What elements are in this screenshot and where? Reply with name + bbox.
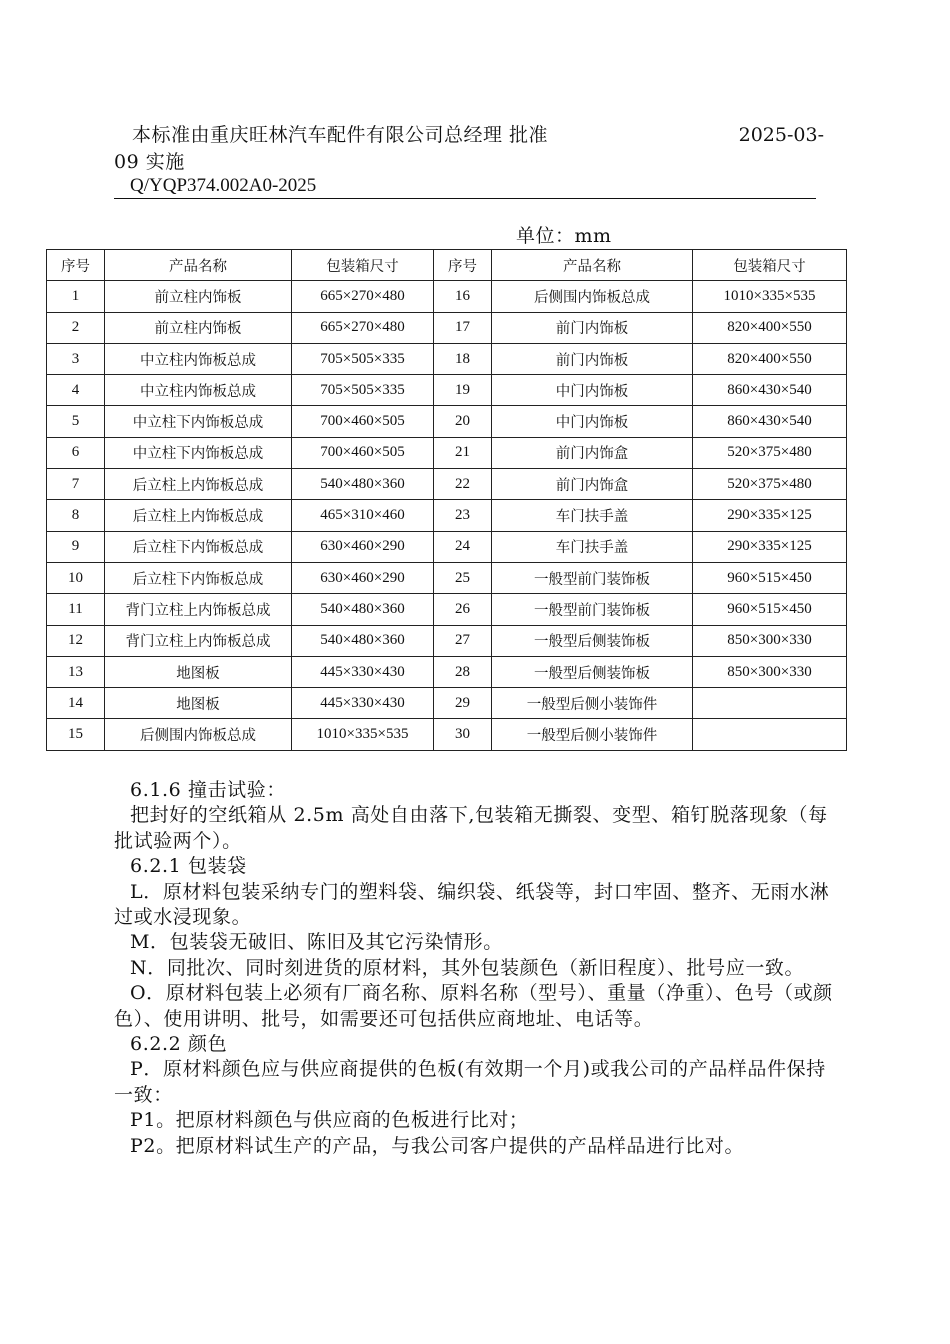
paragraph-impact-test: 把封好的空纸箱从 2.5m 高处自由落下,包装箱无撕裂、变型、箱钉脱落现象（每批试验两个）。: [114, 804, 828, 852]
cell-product-name-2: 前门内饰盒: [492, 469, 693, 500]
cell-box-size: 665×270×480: [292, 281, 434, 312]
header-no: 序号: [47, 250, 105, 281]
cell-no: 13: [47, 656, 105, 687]
standard-code: Q/YQP374.002A0-2025: [114, 174, 816, 199]
cell-box-size-2: [693, 719, 847, 750]
table-row: [47, 531, 847, 562]
cell-no: 14: [47, 688, 105, 719]
table-row: [47, 375, 847, 406]
packaging-table: [46, 249, 847, 751]
cell-box-size-2: 1010×335×535: [693, 281, 847, 312]
cell-no-2: 29: [434, 688, 492, 719]
table-row: [47, 688, 847, 719]
paragraph-item-p2: P2。把原材料试生产的产品，与我公司客户提供的产品样品进行比对。: [130, 1134, 745, 1157]
cell-no: 7: [47, 469, 105, 500]
cell-no-2: 28: [434, 656, 492, 687]
cell-box-size-2: 860×430×540: [693, 406, 847, 437]
cell-box-size-2: 820×400×550: [693, 312, 847, 343]
cell-box-size-2: 960×515×450: [693, 562, 847, 593]
cell-product-name: 前立柱内饰板: [105, 281, 292, 312]
header-product-name-2: 产品名称: [492, 250, 693, 281]
table-header-row: [47, 250, 847, 281]
cell-no-2: 18: [434, 343, 492, 374]
cell-no-2: 23: [434, 500, 492, 531]
cell-box-size: 705×505×335: [292, 343, 434, 374]
table-row: [47, 500, 847, 531]
header-product-name: 产品名称: [105, 250, 292, 281]
table-row: [47, 312, 847, 343]
cell-box-size: 1010×335×535: [292, 719, 434, 750]
cell-no-2: 19: [434, 375, 492, 406]
cell-product-name: 背门立柱上内饰板总成: [105, 594, 292, 625]
table-body: [47, 281, 847, 750]
cell-product-name: 中立柱内饰板总成: [105, 343, 292, 374]
header-box-size: 包装箱尺寸: [292, 250, 434, 281]
cell-no: 8: [47, 500, 105, 531]
cell-no-2: 26: [434, 594, 492, 625]
header-box-size-2: 包装箱尺寸: [693, 250, 847, 281]
table-row: [47, 656, 847, 687]
paragraph-item-p1: P1。把原材料颜色与供应商的色板进行比对；: [130, 1109, 529, 1132]
cell-no-2: 30: [434, 719, 492, 750]
cell-no: 3: [47, 343, 105, 374]
cell-box-size: 540×480×360: [292, 625, 434, 656]
header-no-2: 序号: [434, 250, 492, 281]
table-row: [47, 343, 847, 374]
cell-box-size-2: 290×335×125: [693, 500, 847, 531]
section-heading-impact-test: 6.1.6 撞击试验：: [130, 779, 286, 801]
cell-product-name-2: 车门扶手盖: [492, 531, 693, 562]
cell-product-name-2: 一般型后侧装饰板: [492, 625, 693, 656]
cell-box-size-2: 850×300×330: [693, 656, 847, 687]
cell-no-2: 25: [434, 562, 492, 593]
cell-product-name-2: 后侧围内饰板总成: [492, 281, 693, 312]
cell-no: 1: [47, 281, 105, 312]
cell-product-name: 中立柱内饰板总成: [105, 375, 292, 406]
table-row: [47, 594, 847, 625]
cell-product-name: 前立柱内饰板: [105, 312, 292, 343]
cell-box-size-2: 820×400×550: [693, 343, 847, 374]
cell-no: 11: [47, 594, 105, 625]
cell-box-size-2: 520×375×480: [693, 469, 847, 500]
cell-box-size: 700×460×505: [292, 406, 434, 437]
cell-no-2: 24: [434, 531, 492, 562]
cell-product-name: 后立柱上内饰板总成: [105, 500, 292, 531]
cell-product-name: 背门立柱上内饰板总成: [105, 625, 292, 656]
cell-product-name: 中立柱下内饰板总成: [105, 437, 292, 468]
cell-product-name-2: 前门内饰盒: [492, 437, 693, 468]
table-row: [47, 281, 847, 312]
cell-box-size: 665×270×480: [292, 312, 434, 343]
cell-box-size-2: 290×335×125: [693, 531, 847, 562]
cell-box-size: 700×460×505: [292, 437, 434, 468]
table-row: [47, 437, 847, 468]
cell-product-name-2: 中门内饰板: [492, 406, 693, 437]
cell-product-name-2: 车门扶手盖: [492, 500, 693, 531]
cell-product-name: 中立柱下内饰板总成: [105, 406, 292, 437]
cell-product-name: 地图板: [105, 656, 292, 687]
approval-date: 2025-03-: [738, 124, 824, 146]
cell-no: 6: [47, 437, 105, 468]
section-heading-packaging-bag: 6.2.1 包装袋: [130, 855, 247, 878]
cell-box-size: 540×480×360: [292, 594, 434, 625]
cell-product-name-2: 前门内饰板: [492, 312, 693, 343]
cell-no: 15: [47, 719, 105, 750]
cell-no: 10: [47, 562, 105, 593]
cell-product-name: 后立柱下内饰板总成: [105, 531, 292, 562]
cell-no-2: 21: [434, 437, 492, 468]
cell-box-size-2: 520×375×480: [693, 437, 847, 468]
cell-box-size: 630×460×290: [292, 531, 434, 562]
cell-product-name: 后立柱下内饰板总成: [105, 562, 292, 593]
cell-product-name-2: 一般型前门装饰板: [492, 594, 693, 625]
paragraph-item-m: M．包装袋无破旧、陈旧及其它污染情形。: [130, 931, 503, 954]
cell-no-2: 22: [434, 469, 492, 500]
section-heading-color: 6.2.2 颜色: [130, 1033, 228, 1056]
cell-no: 2: [47, 312, 105, 343]
cell-box-size: 540×480×360: [292, 469, 434, 500]
cell-box-size-2: 860×430×540: [693, 375, 847, 406]
approval-text: 本标准由重庆旺林汽车配件有限公司总经理 批准: [132, 124, 549, 146]
cell-product-name-2: 一般型后侧小装饰件: [492, 719, 693, 750]
table-row: [47, 469, 847, 500]
cell-no: 12: [47, 625, 105, 656]
cell-product-name: 后立柱上内饰板总成: [105, 469, 292, 500]
cell-product-name-2: 一般型后侧装饰板: [492, 656, 693, 687]
cell-box-size-2: 850×300×330: [693, 625, 847, 656]
table-row: [47, 562, 847, 593]
cell-no-2: 17: [434, 312, 492, 343]
cell-product-name-2: 一般型后侧小装饰件: [492, 688, 693, 719]
unit-label: 单位：mm: [516, 225, 612, 247]
paragraph-item-p: P．原材料颜色应与供应商提供的色板(有效期一个月)或我公司的产品样品件保持一致：: [114, 1058, 826, 1106]
cell-no: 4: [47, 375, 105, 406]
cell-no: 9: [47, 531, 105, 562]
cell-box-size: 630×460×290: [292, 562, 434, 593]
cell-box-size: 465×310×460: [292, 500, 434, 531]
cell-box-size-2: 960×515×450: [693, 594, 847, 625]
cell-no-2: 16: [434, 281, 492, 312]
cell-box-size: 705×505×335: [292, 375, 434, 406]
table-row: [47, 625, 847, 656]
cell-no-2: 27: [434, 625, 492, 656]
cell-no: 5: [47, 406, 105, 437]
paragraph-item-n: N．同批次、同时刻进货的原材料，其外包装颜色（新旧程度）、批号应一致。: [130, 956, 805, 979]
cell-product-name-2: 前门内饰板: [492, 343, 693, 374]
table-row: [47, 719, 847, 750]
cell-no-2: 20: [434, 406, 492, 437]
approval-date-continued: 09 实施: [114, 151, 185, 173]
paragraph-item-l: L．原材料包装采纳专门的塑料袋、编织袋、纸袋等，封口牢固、整齐、无雨水淋过或水浸现象。: [114, 880, 830, 929]
cell-product-name: 后侧围内饰板总成: [105, 719, 292, 750]
cell-product-name-2: 中门内饰板: [492, 375, 693, 406]
cell-box-size: 445×330×430: [292, 656, 434, 687]
cell-box-size: 445×330×430: [292, 688, 434, 719]
section-text: [114, 778, 838, 1159]
approval-statement: [114, 122, 824, 176]
cell-product-name: 地图板: [105, 688, 292, 719]
cell-product-name-2: 一般型前门装饰板: [492, 562, 693, 593]
paragraph-item-o: O．原材料包装上必须有厂商名称、原料名称（型号）、重量（净重）、色号（或颜色）、使用讲明、批号，如需要还可包括供应商地址、电话等。: [114, 982, 833, 1030]
table-row: [47, 406, 847, 437]
cell-box-size-2: [693, 688, 847, 719]
